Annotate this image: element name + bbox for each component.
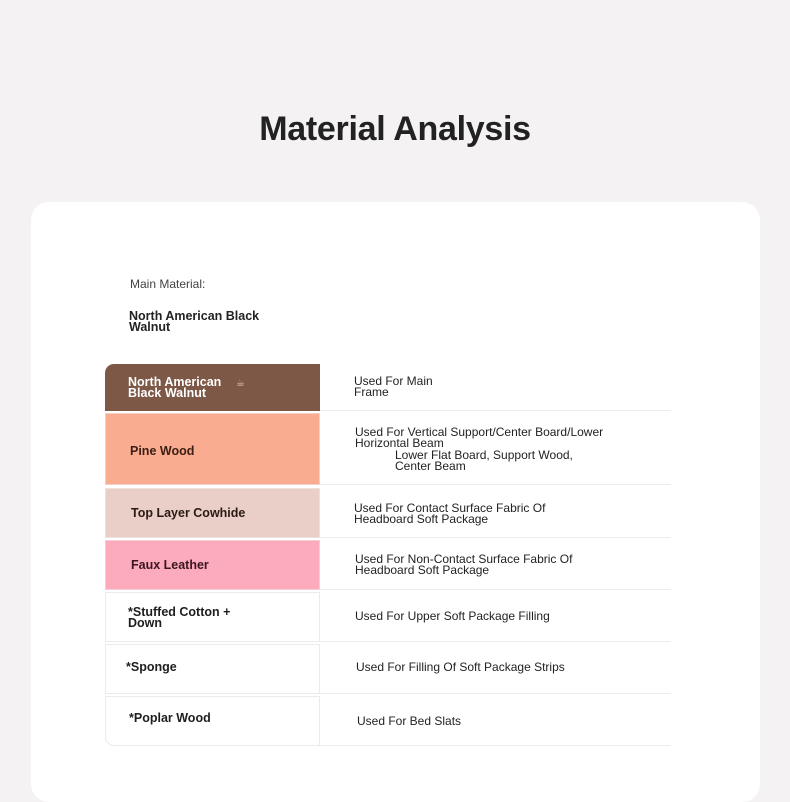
material-row-poplar: [105, 696, 671, 746]
page-title: Material Analysis: [259, 110, 531, 148]
material-name: [128, 377, 238, 399]
material-use: Used For Non-Contact Surface Fabric Of Headboard Soft Package: [355, 552, 573, 577]
row-divider: [320, 589, 671, 590]
material-name-text: North American Black Walnut: [128, 375, 222, 400]
material-use: Used For Contact Surface Fabric Of Headboard Soft Package: [354, 501, 546, 526]
material-row-pine: [105, 413, 671, 485]
row-divider: [320, 484, 671, 485]
material-use: Used For Vertical Support/Center Board/Lower Horizontal Beam: [355, 425, 604, 450]
material-row-cotton: [105, 592, 671, 642]
material-row-walnut: [105, 364, 671, 411]
row-divider: [320, 693, 671, 694]
material-name: *Sponge: [126, 660, 177, 674]
row-divider: [320, 410, 671, 411]
main-material-label: Main Material:: [130, 277, 206, 291]
material-name: Top Layer Cowhide: [131, 506, 246, 520]
material-name: Pine Wood: [130, 444, 195, 458]
row-divider: [320, 537, 671, 538]
material-use: Used For Upper Soft Package Filling: [355, 609, 550, 623]
material-use-extra: Lower Flat Board, Support Wood, Center Beam: [395, 448, 573, 473]
material-row-sponge: [105, 644, 671, 694]
material-use: Used For Main Frame: [354, 374, 433, 399]
row-divider: [320, 745, 671, 746]
material-row-faux-leather: [105, 540, 671, 590]
material-name: *Poplar Wood: [129, 711, 211, 725]
coffee-cup-icon: ☕: [236, 378, 245, 389]
material-row-cowhide: [105, 488, 671, 538]
main-material-value: North American Black Walnut: [129, 309, 260, 334]
material-use: Used For Filling Of Soft Package Strips: [356, 660, 565, 674]
material-name: Faux Leather: [131, 558, 209, 572]
row-divider: [320, 641, 671, 642]
material-name: *Stuffed Cotton + Down: [128, 605, 231, 630]
material-use: Used For Bed Slats: [357, 714, 462, 728]
